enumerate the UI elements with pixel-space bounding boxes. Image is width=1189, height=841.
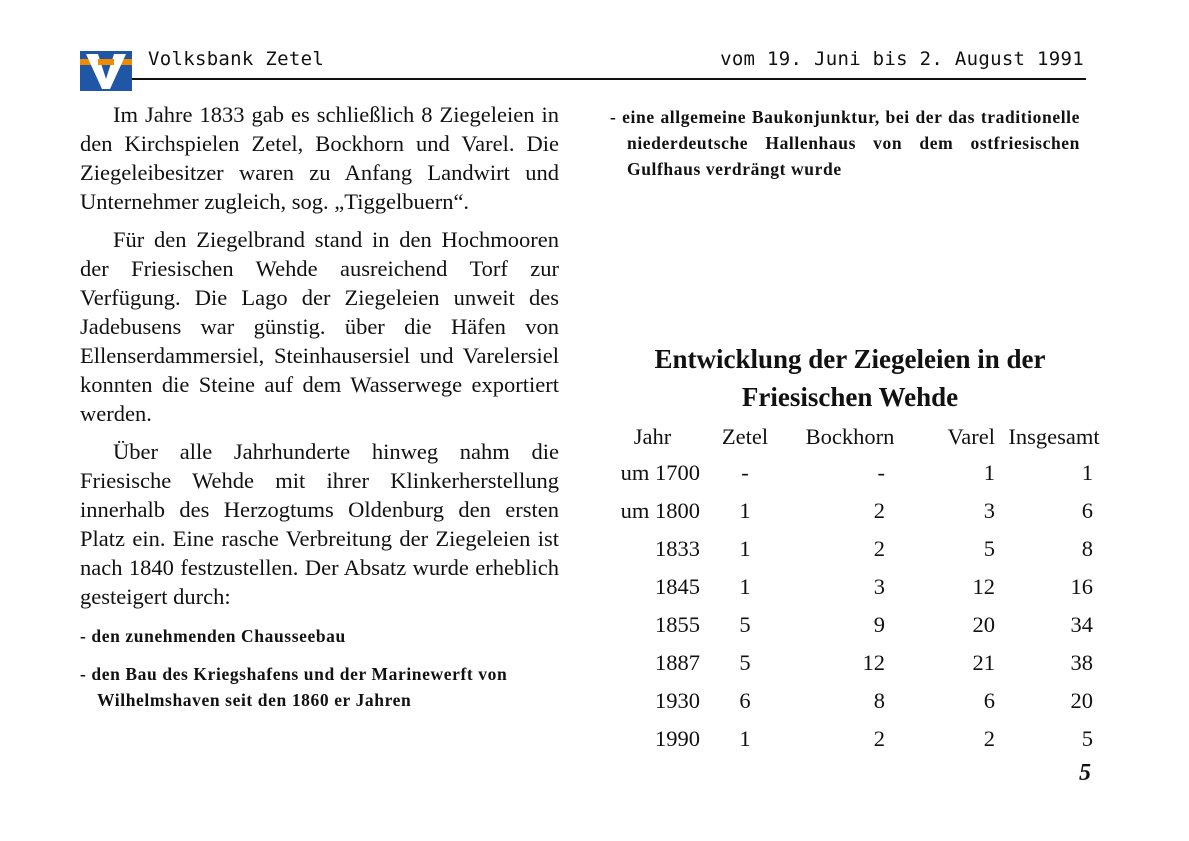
table-cell: 38 bbox=[1070, 650, 1093, 675]
table-cell: 1887 bbox=[655, 650, 700, 675]
table-cell: 5 bbox=[739, 612, 751, 637]
table-row bbox=[605, 720, 1113, 758]
column-header: Insgesamt bbox=[1008, 424, 1100, 449]
table-row bbox=[605, 530, 1113, 568]
table-cell: 1990 bbox=[655, 726, 700, 751]
table-cell: 16 bbox=[1070, 574, 1093, 599]
table-cell: 1 bbox=[739, 498, 751, 523]
table-cell: - bbox=[877, 460, 885, 485]
table-cell: um 1800 bbox=[620, 498, 700, 523]
table-cell: 1 bbox=[1081, 460, 1093, 485]
table-cell: 34 bbox=[1070, 612, 1093, 637]
table-row bbox=[605, 606, 1113, 644]
table-cell: 3 bbox=[873, 574, 885, 599]
table-cell: 1 bbox=[739, 536, 751, 561]
column-header: Bockhorn bbox=[805, 424, 895, 449]
page-header bbox=[80, 46, 1086, 80]
table-cell: 12 bbox=[862, 650, 885, 675]
table-cell: um 1700 bbox=[620, 460, 700, 485]
table-cell: 1855 bbox=[655, 612, 700, 637]
bullet-item: - den zunehmenden Chausseebau bbox=[80, 626, 346, 646]
table-title: Entwicklung der Ziegeleien in der Friesischen Wehde bbox=[654, 344, 1046, 412]
table-cell: 6 bbox=[983, 688, 995, 713]
table-row bbox=[605, 644, 1113, 682]
table-cell: 5 bbox=[739, 650, 751, 675]
date-range: vom 19. Juni bis 2. August 1991 bbox=[720, 48, 1084, 70]
column-header: Varel bbox=[947, 424, 995, 449]
paragraph: Für den Ziegelbrand stand in den Hochmooren der Friesischen Wehde ausreichend Torf zur Verfügung. Die Lago der Ziegeleien unweit des Jadebusens war günstig. über die Häfen von Ellenserdammersiel, Steinhausersiel und Varelersiel konnten die Steine auf dem Wasserwege exportiert werden. bbox=[80, 227, 559, 426]
bullet-item: - eine allgemeine Baukonjunktur, bei der das traditionelle niederdeutsche Hallenhaus von dem ostfriesischen Gulfhaus verdrängt wurde bbox=[610, 107, 1080, 179]
table-cell: 20 bbox=[1070, 688, 1093, 713]
table-cell: 2 bbox=[873, 726, 885, 751]
table-cell: 2 bbox=[983, 726, 995, 751]
table-cell: 3 bbox=[983, 498, 995, 523]
table-row bbox=[605, 568, 1113, 606]
table-cell: 5 bbox=[983, 536, 995, 561]
table-cell: 2 bbox=[873, 536, 885, 561]
paragraph: Über alle Jahrhunderte hinweg nahm die Friesische Wehde mit ihrer Klinkerherstellung innerhalb des Herzogtums Oldenburg den ersten Platz ein. Eine rasche Verbreitung der Ziegeleien ist nach 1840 festzustellen. Der Absatz wurde erheblich gesteigert durch: bbox=[80, 439, 559, 609]
table-cell: 6 bbox=[739, 688, 751, 713]
table-cell: 6 bbox=[1081, 498, 1093, 523]
column-header: Zetel bbox=[721, 424, 769, 449]
table-cell: 1845 bbox=[655, 574, 700, 599]
table-header-row bbox=[605, 420, 1113, 454]
table-cell: - bbox=[741, 460, 749, 485]
table-row bbox=[605, 492, 1113, 530]
table-cell: 21 bbox=[972, 650, 995, 675]
table-cell: 8 bbox=[1081, 536, 1093, 561]
table-cell: 5 bbox=[1081, 726, 1093, 751]
left-column bbox=[80, 100, 559, 713]
column-header: Jahr bbox=[633, 424, 672, 449]
volksbank-logo-icon bbox=[80, 51, 132, 91]
paragraph: Im Jahre 1833 gab es schließlich 8 Ziegeleien in den Kirchspielen Zetel, Bockhorn und Varel. Die Ziegeleibesitzer waren zu Anfang Landwirt und Unternehmer zugleich, sog. „Tiggelbuern“. bbox=[80, 102, 559, 214]
table-row bbox=[605, 682, 1113, 720]
table-row bbox=[605, 454, 1113, 492]
table-cell: 20 bbox=[972, 612, 995, 637]
right-column bbox=[610, 104, 1080, 182]
page-number: 5 bbox=[1079, 760, 1091, 786]
table-cell: 1930 bbox=[655, 688, 700, 713]
table-cell: 1 bbox=[739, 574, 751, 599]
table-cell: 1833 bbox=[655, 536, 700, 561]
table-cell: 1 bbox=[739, 726, 751, 751]
table-cell: 1 bbox=[983, 460, 995, 485]
table-cell: 2 bbox=[873, 498, 885, 523]
table-cell: 8 bbox=[873, 688, 885, 713]
brickworks-table bbox=[605, 420, 1113, 758]
table-cell: 9 bbox=[873, 612, 885, 637]
bullet-item: - den Bau des Kriegshafens und der Marinewerft von Wilhelmshaven seit den 1860 er Jahren bbox=[80, 664, 508, 710]
table-cell: 12 bbox=[972, 574, 995, 599]
bank-name: Volksbank Zetel bbox=[148, 48, 325, 70]
